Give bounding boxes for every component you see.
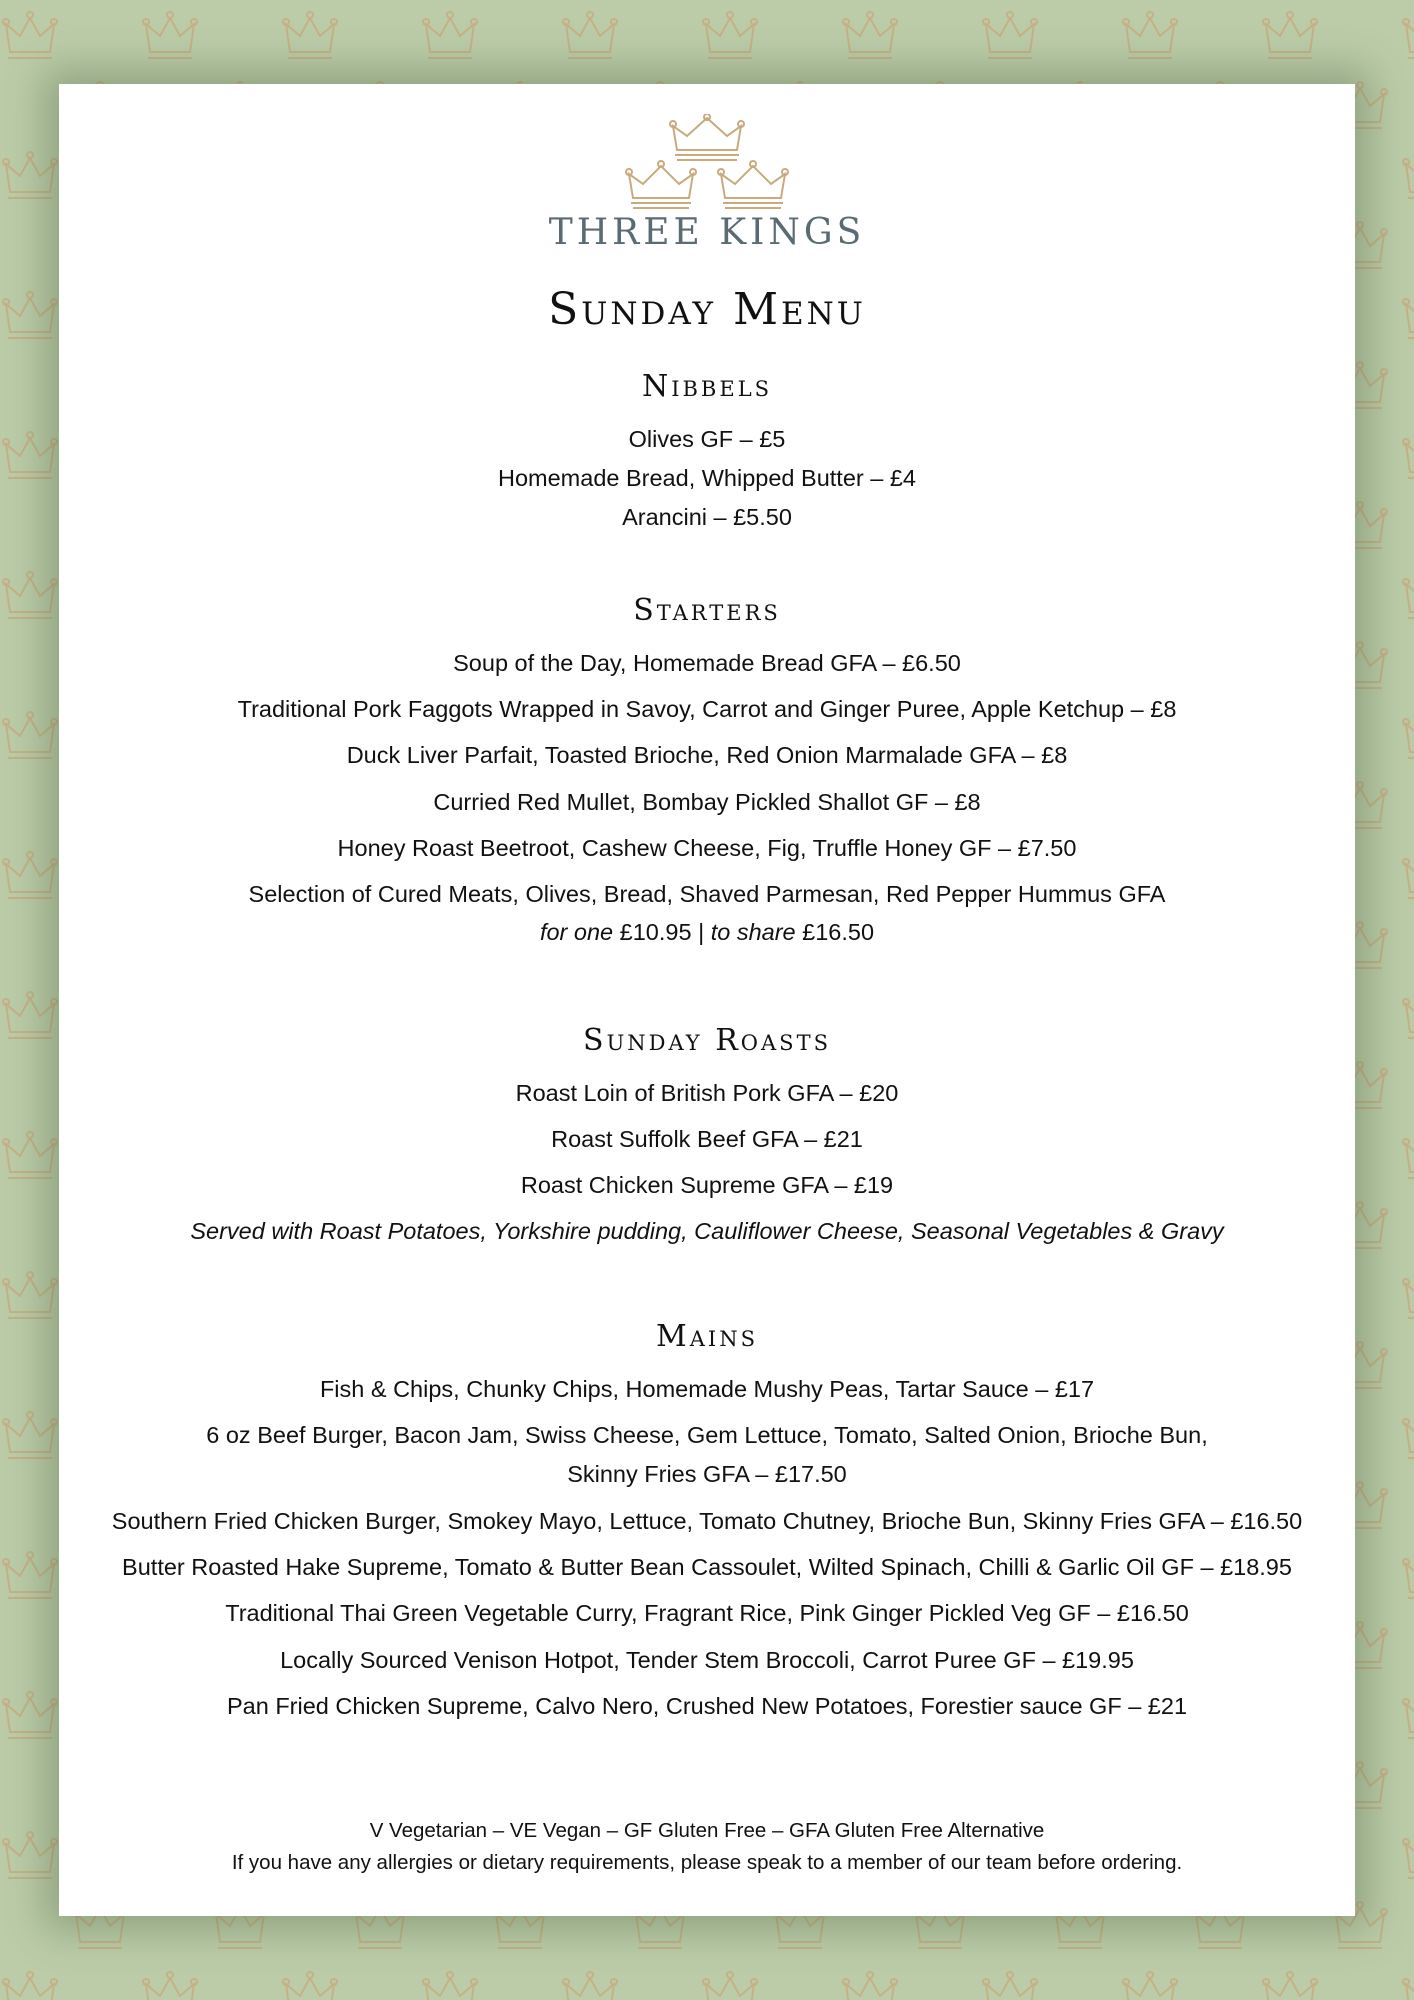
menu-item: Traditional Thai Green Vegetable Curry, Fragrant Rice, Pink Ginger Pickled Veg GF – £16.50 (225, 1600, 1189, 1626)
share-price-line (59, 917, 1355, 947)
menu-item: Butter Roasted Hake Supreme, Tomato & Butter Bean Cassoulet, Wilted Spinach, Chilli & Garlic Oil GF – £18.95 (122, 1554, 1292, 1580)
section-heading-roasts: Sunday Roasts (583, 1023, 831, 1058)
menu-item: Homemade Bread, Whipped Butter – £4 (497, 465, 916, 491)
menu-item: Roast Suffolk Beef GFA – £21 (551, 1126, 863, 1152)
menu-item: Duck Liver Parfait, Toasted Brioche, Red Onion Marmalade GFA – £8 (346, 742, 1068, 768)
menu-item: Skinny Fries GFA – £17.50 (567, 1461, 847, 1487)
menu-item: Honey Roast Beetroot, Cashew Cheese, Fig, Truffle Honey GF – £7.50 (337, 835, 1077, 861)
to-share-price: £16.50 (802, 919, 875, 945)
allergy-note: If you have any allergies or dietary requirements, please speak to a member of our team before ordering. (231, 1851, 1183, 1874)
menu-item: Locally Sourced Venison Hotpot, Tender Stem Broccoli, Carrot Puree GF – £19.95 (280, 1647, 1134, 1673)
menu-item: Soup of the Day, Homemade Bread GFA – £6.50 (453, 650, 961, 676)
price-separator: | (698, 919, 705, 945)
menu-item: Arancini – £5.50 (622, 504, 792, 530)
menu-item: Roast Chicken Supreme GFA – £19 (520, 1172, 894, 1198)
section-heading-starters: Starters (633, 593, 781, 628)
three-crowns-icon (617, 114, 797, 214)
menu-item: 6 oz Beef Burger, Bacon Jam, Swiss Cheese, Gem Lettuce, Tomato, Salted Onion, Brioche Bun, (206, 1422, 1208, 1448)
menu-page (59, 84, 1355, 1916)
menu-item: Roast Loin of British Pork GFA – £20 (515, 1080, 899, 1106)
brand-name: THREE KINGS (548, 212, 866, 253)
menu-item: Traditional Pork Faggots Wrapped in Savoy, Carrot and Ginger Puree, Apple Ketchup – £8 (237, 696, 1177, 722)
page-title: Sunday Menu (548, 284, 866, 335)
to-share-label: to share (710, 919, 796, 945)
menu-item: Selection of Cured Meats, Olives, Bread, Shaved Parmesan, Red Pepper Hummus GFA (248, 881, 1166, 907)
menu-item: Olives GF – £5 (628, 426, 786, 452)
menu-item: Pan Fried Chicken Supreme, Calvo Nero, Crushed New Potatoes, Forestier sauce GF – £21 (226, 1693, 1188, 1719)
menu-item: Southern Fried Chicken Burger, Smokey Mayo, Lettuce, Tomato Chutney, Brioche Bun, Skinny Fries GFA – £16.50 (111, 1508, 1303, 1534)
dietary-key: V Vegetarian – VE Vegan – GF Gluten Free – GFA Gluten Free Alternative (369, 1819, 1045, 1842)
served-with-note: Served with Roast Potatoes, Yorkshire pudding, Cauliflower Cheese, Seasonal Vegetables & Gravy (190, 1218, 1224, 1244)
menu-item: Curried Red Mullet, Bombay Pickled Shallot GF – £8 (433, 789, 981, 815)
section-heading-nibbels: Nibbels (641, 369, 773, 404)
for-one-price: £10.95 (619, 919, 692, 945)
section-heading-mains: Mains (656, 1319, 758, 1354)
menu-item: Fish & Chips, Chunky Chips, Homemade Mushy Peas, Tartar Sauce – £17 (319, 1376, 1095, 1402)
logo (59, 114, 1355, 214)
for-one-label: for one (539, 919, 614, 945)
